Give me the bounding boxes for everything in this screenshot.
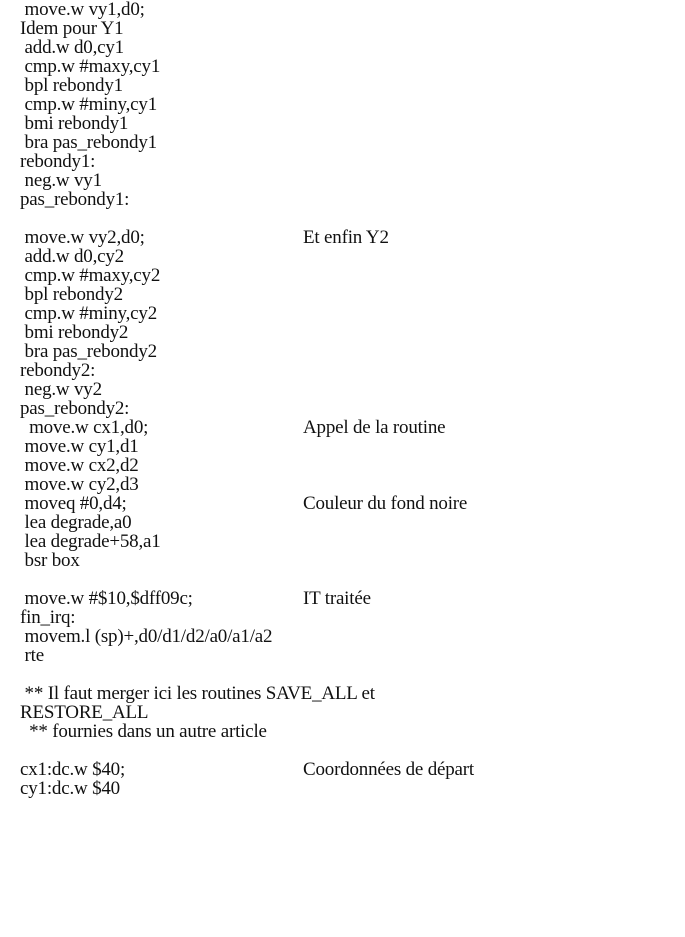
code-text: move.w cx2,d2 [20,455,139,476]
code-text: neg.w vy2 [20,379,102,400]
code-text: bra pas_rebondy2 [20,341,157,362]
code-text: add.w d0,cy1 [20,37,124,58]
code-text: cmp.w #miny,cy1 [20,94,157,115]
code-text: cx1:dc.w $40; [20,759,126,780]
code-text: ** fournies dans un autre article [20,721,267,742]
code-text: lea degrade,a0 [20,512,132,533]
code-text: moveq #0,d4; [20,493,127,514]
code-text: bpl rebondy1 [20,75,123,96]
code-text: move.w cy2,d3 [20,474,139,495]
code-comment: Coordonnées de départ [303,759,474,780]
code-text: cy1:dc.w $40 [20,778,120,799]
code-text: rte [20,645,44,666]
code-text: bmi rebondy1 [20,113,129,134]
code-text: cmp.w #maxy,cy1 [20,56,161,77]
code-text: bsr box [20,550,80,571]
code-text: cmp.w #miny,cy2 [20,303,157,324]
code-text: lea degrade+58,a1 [20,531,161,552]
code-comment: Appel de la routine [303,417,446,438]
code-text: neg.w vy1 [20,170,102,191]
code-text: RESTORE_ALL [20,702,149,723]
code-text: bra pas_rebondy1 [20,132,157,153]
code-text: fin_irq: [20,607,76,628]
code-text: move.w cy1,d1 [20,436,139,457]
code-text: Idem pour Y1 [20,18,124,39]
code-text: rebondy1: [20,151,96,172]
code-text: bpl rebondy2 [20,284,123,305]
code-text: move.w #$10,$dff09c; [20,588,193,609]
code-text: add.w d0,cy2 [20,246,124,267]
code-text: move.w vy2,d0; [20,227,145,248]
code-text: pas_rebondy1: [20,189,130,210]
code-comment: Couleur du fond noire [303,493,468,514]
code-text: move.w vy1,d0; [20,0,145,20]
code-text: rebondy2: [20,360,96,381]
code-text: move.w cx1,d0; [20,417,149,438]
code-text: pas_rebondy2: [20,398,130,419]
code-text: ** Il faut merger ici les routines SAVE_ALL et [20,683,375,704]
code-comment: IT traitée [303,588,371,609]
code-text: movem.l (sp)+,d0/d1/d2/a0/a1/a2 [20,626,273,647]
code-text: bmi rebondy2 [20,322,129,343]
code-text: cmp.w #maxy,cy2 [20,265,161,286]
code-comment: Et enfin Y2 [303,227,389,248]
